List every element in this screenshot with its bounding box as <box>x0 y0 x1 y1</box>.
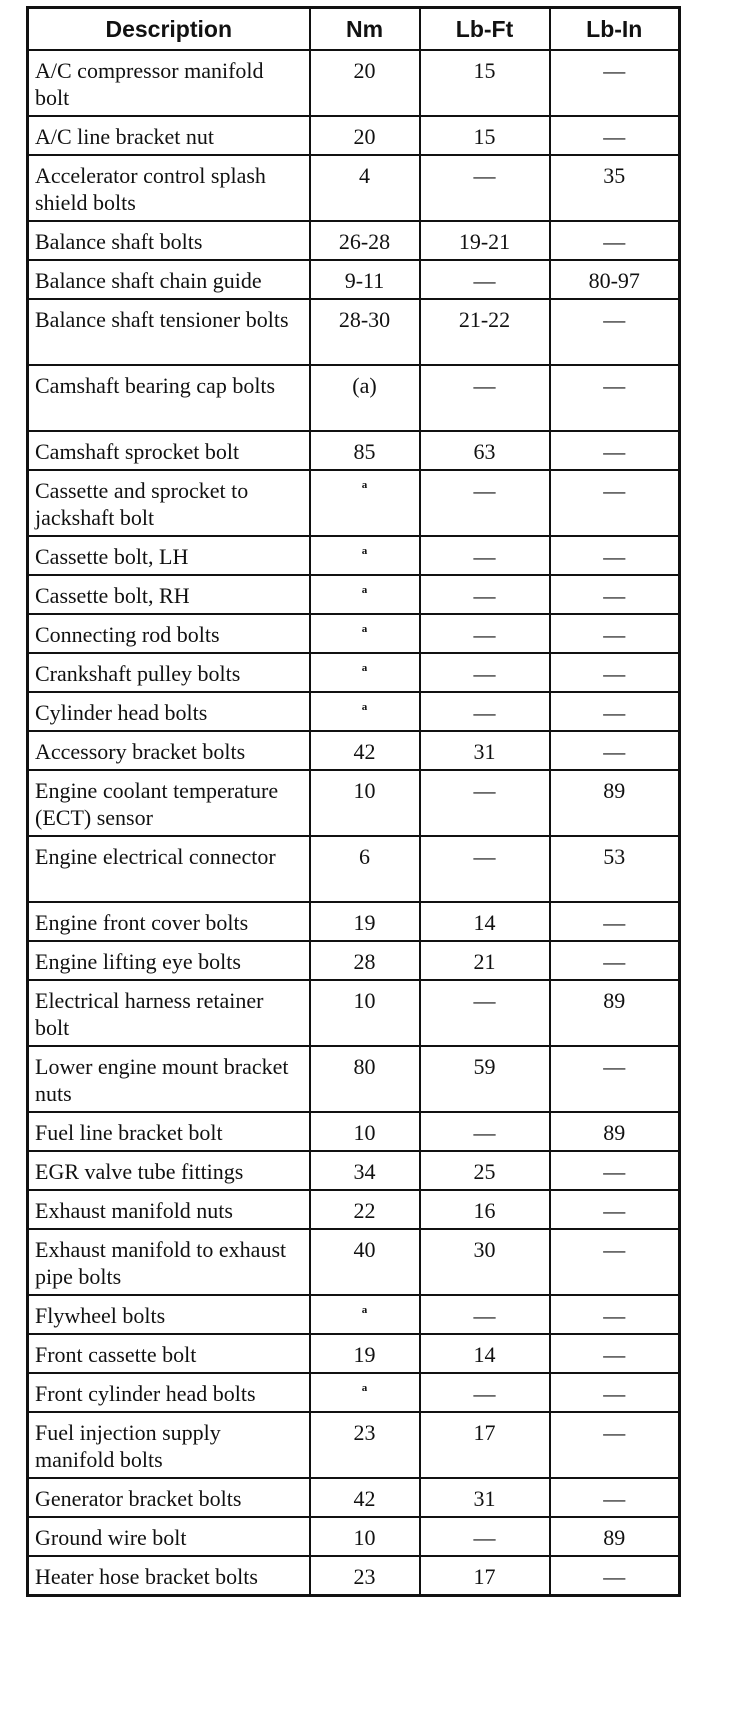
cell-nm: 19 <box>310 1334 420 1373</box>
table-row <box>28 836 680 902</box>
cell-lb-in: — <box>550 1046 680 1112</box>
cell-lb-in: — <box>550 470 680 536</box>
table-row <box>28 1046 680 1112</box>
header-lb-in: Lb-In <box>550 8 680 51</box>
table-row <box>28 575 680 614</box>
cell-lb-in: — <box>550 941 680 980</box>
cell-lb-in: — <box>550 50 680 116</box>
cell-nm: 28-30 <box>310 299 420 365</box>
cell-description: Exhaust manifold nuts <box>28 1190 310 1229</box>
cell-lb-in: 89 <box>550 1517 680 1556</box>
cell-lb-ft: — <box>420 980 550 1046</box>
table-row <box>28 1190 680 1229</box>
torque-spec-table <box>26 6 681 1597</box>
cell-lb-ft: — <box>420 653 550 692</box>
table-row <box>28 653 680 692</box>
footnote-marker: a <box>361 623 368 635</box>
table-row <box>28 1478 680 1517</box>
cell-description: Lower engine mount bracket nuts <box>28 1046 310 1112</box>
cell-lb-ft: — <box>420 260 550 299</box>
cell-lb-in: — <box>550 1295 680 1334</box>
cell-nm <box>310 653 420 692</box>
cell-lb-ft: 31 <box>420 731 550 770</box>
cell-description: Balance shaft bolts <box>28 221 310 260</box>
cell-lb-ft: 14 <box>420 1334 550 1373</box>
footnote-marker: a <box>361 1382 368 1394</box>
cell-description: Electrical harness retainer bolt <box>28 980 310 1046</box>
cell-lb-ft: — <box>420 770 550 836</box>
table-row <box>28 1334 680 1373</box>
table-row <box>28 1517 680 1556</box>
cell-nm: 20 <box>310 116 420 155</box>
cell-description: Cassette and sprocket to jackshaft bolt <box>28 470 310 536</box>
cell-lb-ft: — <box>420 614 550 653</box>
cell-lb-ft: 21-22 <box>420 299 550 365</box>
cell-nm <box>310 614 420 653</box>
cell-lb-in: 89 <box>550 980 680 1046</box>
table-row <box>28 299 680 365</box>
cell-nm <box>310 536 420 575</box>
cell-nm: 80 <box>310 1046 420 1112</box>
cell-nm: 9-11 <box>310 260 420 299</box>
cell-lb-ft: — <box>420 836 550 902</box>
cell-lb-ft: — <box>420 1295 550 1334</box>
table-row <box>28 692 680 731</box>
cell-nm: (a) <box>310 365 420 431</box>
cell-lb-ft: 21 <box>420 941 550 980</box>
cell-description: Flywheel bolts <box>28 1295 310 1334</box>
cell-lb-ft: 25 <box>420 1151 550 1190</box>
cell-description: Engine front cover bolts <box>28 902 310 941</box>
cell-nm: 4 <box>310 155 420 221</box>
cell-lb-ft: 17 <box>420 1412 550 1478</box>
footnote-marker: a <box>361 701 368 713</box>
cell-description: Camshaft sprocket bolt <box>28 431 310 470</box>
cell-nm <box>310 1295 420 1334</box>
table-row <box>28 1295 680 1334</box>
table-row <box>28 116 680 155</box>
cell-lb-in: — <box>550 1334 680 1373</box>
cell-lb-in: — <box>550 731 680 770</box>
cell-lb-in: — <box>550 221 680 260</box>
table-row <box>28 770 680 836</box>
cell-lb-ft: 15 <box>420 50 550 116</box>
cell-description: Cylinder head bolts <box>28 692 310 731</box>
cell-lb-in: — <box>550 614 680 653</box>
cell-lb-in: — <box>550 116 680 155</box>
footnote-marker: a <box>361 1304 368 1316</box>
cell-lb-ft: 16 <box>420 1190 550 1229</box>
cell-lb-ft: — <box>420 1517 550 1556</box>
cell-lb-in: — <box>550 1478 680 1517</box>
cell-nm: 23 <box>310 1556 420 1596</box>
cell-description: Ground wire bolt <box>28 1517 310 1556</box>
cell-description: Crankshaft pulley bolts <box>28 653 310 692</box>
table-row <box>28 902 680 941</box>
cell-nm: 10 <box>310 770 420 836</box>
cell-lb-in: — <box>550 653 680 692</box>
cell-lb-in: — <box>550 575 680 614</box>
table-row <box>28 536 680 575</box>
cell-lb-ft: — <box>420 155 550 221</box>
cell-nm: 6 <box>310 836 420 902</box>
table-row <box>28 470 680 536</box>
cell-nm: 20 <box>310 50 420 116</box>
cell-nm: 23 <box>310 1412 420 1478</box>
cell-description: A/C line bracket nut <box>28 116 310 155</box>
cell-description: Fuel line bracket bolt <box>28 1112 310 1151</box>
cell-lb-ft: — <box>420 1112 550 1151</box>
table-row <box>28 1412 680 1478</box>
header-lb-ft: Lb-Ft <box>420 8 550 51</box>
table-row <box>28 614 680 653</box>
cell-nm: 10 <box>310 1517 420 1556</box>
table-row <box>28 155 680 221</box>
cell-lb-ft: 17 <box>420 1556 550 1596</box>
cell-nm: 19 <box>310 902 420 941</box>
table-body <box>28 50 680 1596</box>
cell-lb-ft: — <box>420 536 550 575</box>
cell-lb-in: — <box>550 692 680 731</box>
cell-lb-ft: 14 <box>420 902 550 941</box>
cell-lb-in: — <box>550 431 680 470</box>
cell-nm: 85 <box>310 431 420 470</box>
cell-lb-in: — <box>550 365 680 431</box>
cell-nm <box>310 692 420 731</box>
cell-description: Exhaust manifold to exhaust pipe bolts <box>28 1229 310 1295</box>
footnote-marker: a <box>361 662 368 674</box>
cell-lb-in: — <box>550 902 680 941</box>
cell-lb-in: — <box>550 536 680 575</box>
cell-lb-ft: 31 <box>420 1478 550 1517</box>
cell-lb-ft: — <box>420 692 550 731</box>
table-header-row <box>28 8 680 51</box>
cell-lb-in: 53 <box>550 836 680 902</box>
table-row <box>28 941 680 980</box>
cell-lb-ft: 30 <box>420 1229 550 1295</box>
cell-description: Front cassette bolt <box>28 1334 310 1373</box>
cell-lb-in: — <box>550 1151 680 1190</box>
cell-lb-in: — <box>550 299 680 365</box>
cell-description: Heater hose bracket bolts <box>28 1556 310 1596</box>
cell-lb-ft: 15 <box>420 116 550 155</box>
footnote-marker: a <box>361 584 368 596</box>
table-row <box>28 980 680 1046</box>
cell-lb-ft: — <box>420 575 550 614</box>
table-row <box>28 731 680 770</box>
footnote-marker: a <box>361 479 368 491</box>
cell-nm <box>310 1373 420 1412</box>
cell-description: Accessory bracket bolts <box>28 731 310 770</box>
cell-lb-in: — <box>550 1229 680 1295</box>
cell-description: Camshaft bearing cap bolts <box>28 365 310 431</box>
cell-description: Cassette bolt, RH <box>28 575 310 614</box>
table-row <box>28 50 680 116</box>
cell-lb-in: — <box>550 1190 680 1229</box>
cell-lb-ft: 63 <box>420 431 550 470</box>
cell-description: Generator bracket bolts <box>28 1478 310 1517</box>
table-row <box>28 260 680 299</box>
cell-nm: 42 <box>310 1478 420 1517</box>
cell-description: Engine electrical connector <box>28 836 310 902</box>
cell-lb-in: 35 <box>550 155 680 221</box>
cell-description: Engine lifting eye bolts <box>28 941 310 980</box>
cell-nm <box>310 470 420 536</box>
cell-lb-ft: — <box>420 1373 550 1412</box>
cell-description: Fuel injection supply manifold bolts <box>28 1412 310 1478</box>
cell-description: Accelerator control splash shield bolts <box>28 155 310 221</box>
table-row <box>28 365 680 431</box>
cell-lb-in: — <box>550 1373 680 1412</box>
cell-lb-ft: 59 <box>420 1046 550 1112</box>
cell-description: Cassette bolt, LH <box>28 536 310 575</box>
cell-description: Balance shaft chain guide <box>28 260 310 299</box>
cell-lb-in: 89 <box>550 770 680 836</box>
cell-nm <box>310 575 420 614</box>
cell-nm: 22 <box>310 1190 420 1229</box>
cell-lb-ft: — <box>420 365 550 431</box>
cell-lb-ft: — <box>420 470 550 536</box>
torque-spec-page <box>26 6 678 1597</box>
cell-lb-in: 80-97 <box>550 260 680 299</box>
cell-description: A/C compressor manifold bolt <box>28 50 310 116</box>
cell-description: Front cylinder head bolts <box>28 1373 310 1412</box>
table-row <box>28 1112 680 1151</box>
table-row <box>28 221 680 260</box>
cell-nm: 34 <box>310 1151 420 1190</box>
cell-nm: 40 <box>310 1229 420 1295</box>
cell-nm: 10 <box>310 980 420 1046</box>
cell-lb-in: — <box>550 1556 680 1596</box>
cell-lb-in: — <box>550 1412 680 1478</box>
cell-nm: 26-28 <box>310 221 420 260</box>
cell-nm: 28 <box>310 941 420 980</box>
table-row <box>28 1151 680 1190</box>
table-row <box>28 431 680 470</box>
cell-description: EGR valve tube fittings <box>28 1151 310 1190</box>
table-row <box>28 1556 680 1596</box>
cell-description: Balance shaft tensioner bolts <box>28 299 310 365</box>
cell-nm: 10 <box>310 1112 420 1151</box>
header-description: Description <box>28 8 310 51</box>
cell-lb-ft: 19-21 <box>420 221 550 260</box>
cell-description: Engine coolant temperature (ECT) sensor <box>28 770 310 836</box>
table-row <box>28 1229 680 1295</box>
cell-lb-in: 89 <box>550 1112 680 1151</box>
cell-description: Connecting rod bolts <box>28 614 310 653</box>
footnote-marker: a <box>361 545 368 557</box>
header-nm: Nm <box>310 8 420 51</box>
table-row <box>28 1373 680 1412</box>
cell-nm: 42 <box>310 731 420 770</box>
